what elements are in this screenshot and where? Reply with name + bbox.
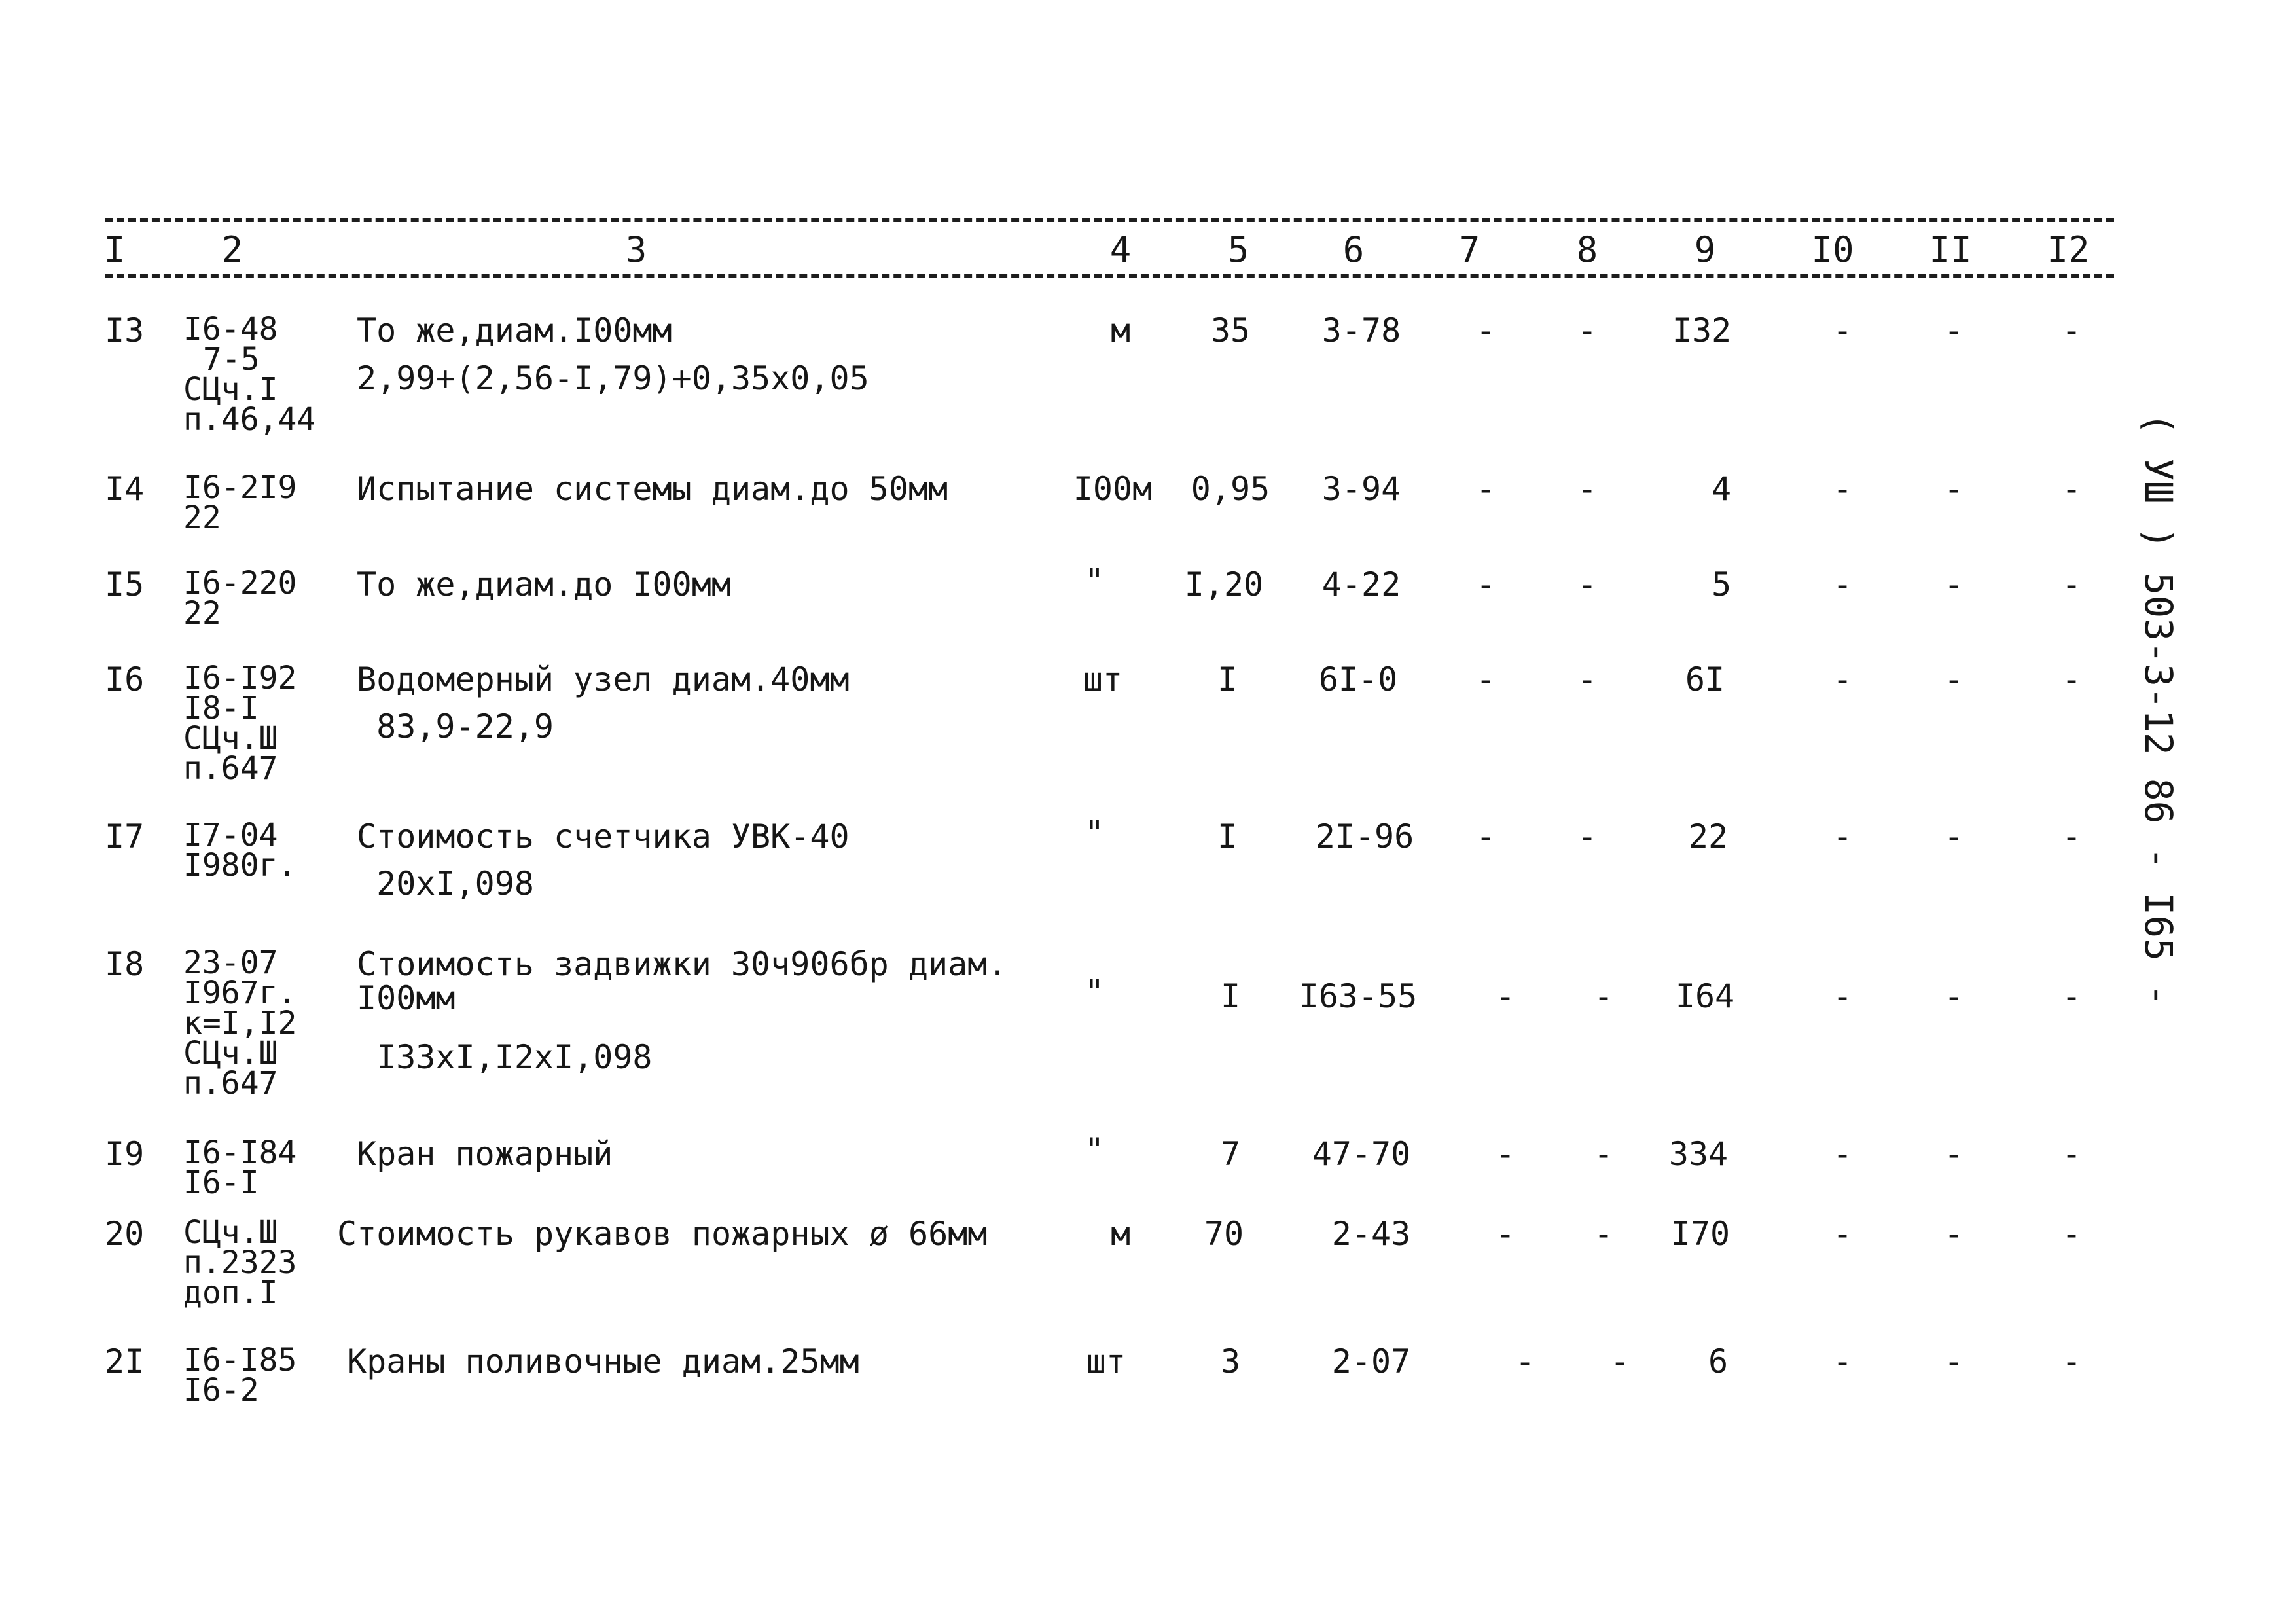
total-cost: I70 — [1670, 1215, 1731, 1253]
document-code-vertical: ( УШ ) 503-3-12 86 - I65 - — [2136, 412, 2181, 1007]
unit-price: 3-78 — [1321, 312, 1401, 350]
col-header-2: 2 — [221, 229, 243, 270]
col-12-value: - — [2061, 977, 2082, 1015]
quantity: 70 — [1204, 1215, 1244, 1253]
unit-price: 4-22 — [1321, 566, 1401, 604]
norm-code — [183, 565, 297, 632]
quantity: I,20 — [1184, 566, 1264, 604]
col-header-5: 5 — [1227, 229, 1249, 270]
calculation-note: 83,9-22,9 — [357, 708, 554, 746]
norm-code — [183, 311, 316, 438]
col-7-value: - — [1475, 470, 1496, 508]
norm-code-line: I7-04 — [183, 817, 278, 854]
norm-code-line: I6-I85 — [183, 1342, 297, 1379]
work-description: Краны поливочные диам.25мм — [347, 1343, 859, 1380]
row-number: I7 — [105, 818, 145, 856]
norm-code-line: I967г. — [183, 975, 297, 1011]
quantity: I — [1217, 660, 1238, 698]
header-top-rule — [105, 218, 2114, 222]
col-8-value: - — [1577, 818, 1598, 856]
total-cost: 4 — [1711, 470, 1732, 508]
norm-code-line: 22 — [183, 499, 221, 536]
work-description: Испытание системы диам.до 50мм — [357, 470, 948, 508]
col-10-value: - — [1832, 470, 1853, 508]
col-header-12: I2 — [2047, 229, 2090, 270]
norm-code-line: I6-I92 — [183, 660, 297, 696]
total-cost: 334 — [1668, 1135, 1729, 1173]
norm-code-line: I6-220 — [183, 565, 297, 602]
col-12-value: - — [2061, 470, 2082, 508]
quantity: 7 — [1220, 1135, 1241, 1173]
col-8-value: - — [1577, 470, 1598, 508]
col-11-value: - — [1943, 566, 1964, 604]
col-11-value: - — [1943, 1343, 1964, 1380]
unit-price: 3-94 — [1321, 470, 1401, 508]
col-7-value: - — [1495, 1135, 1516, 1173]
unit: " — [1084, 1131, 1105, 1169]
norm-code-line: СЦч.I — [183, 371, 278, 408]
col-11-value: - — [1943, 1135, 1964, 1173]
unit-price: 2I-96 — [1315, 818, 1414, 856]
col-12-value: - — [2061, 312, 2082, 350]
col-10-value: - — [1832, 1343, 1853, 1380]
work-description-cont: I00мм — [357, 979, 456, 1017]
norm-code — [183, 1342, 297, 1409]
quantity: 35 — [1210, 312, 1251, 350]
unit-price: 6I-0 — [1318, 660, 1398, 698]
col-8-value: - — [1593, 1215, 1614, 1253]
col-12-value: - — [2061, 660, 2082, 698]
unit: " — [1084, 814, 1105, 852]
norm-code — [183, 469, 297, 536]
col-7-value: - — [1495, 1215, 1516, 1253]
quantity: I — [1217, 818, 1238, 856]
norm-code-line: СЦч.Ш — [183, 1214, 278, 1251]
calculation-note: 20хI,098 — [357, 865, 534, 903]
col-10-value: - — [1832, 1135, 1853, 1173]
quantity: I — [1220, 977, 1241, 1015]
col-11-value: - — [1943, 470, 1964, 508]
col-header-3: 3 — [625, 229, 647, 270]
norm-code-line: I6-2I9 — [183, 469, 297, 506]
norm-code — [183, 660, 297, 787]
norm-code-line: 7-5 — [203, 341, 260, 378]
unit-price: 2-43 — [1331, 1215, 1411, 1253]
work-description: Стоимость задвижки 30ч906бр диам. — [357, 945, 1007, 983]
col-10-value: - — [1832, 660, 1853, 698]
norm-code-line: I6-I84 — [183, 1134, 297, 1171]
col-8-value: - — [1577, 312, 1598, 350]
row-number: I9 — [105, 1135, 145, 1173]
col-12-value: - — [2061, 566, 2082, 604]
work-description: То же,диам.I00мм — [357, 312, 672, 350]
col-header-9: 9 — [1694, 229, 1716, 270]
col-10-value: - — [1832, 977, 1853, 1015]
unit: " — [1084, 973, 1105, 1011]
work-description: Кран пожарный — [357, 1135, 613, 1173]
norm-code-line: I6-2 — [183, 1372, 259, 1409]
norm-code-line: п.2323 — [183, 1244, 297, 1281]
quantity: 3 — [1220, 1343, 1241, 1380]
unit-price: 2-07 — [1331, 1343, 1411, 1380]
work-description: Стоимость счетчика УВК-40 — [357, 818, 850, 856]
col-header-6: 6 — [1342, 229, 1365, 270]
unit: м — [1110, 312, 1131, 350]
col-7-value: - — [1515, 1343, 1535, 1380]
col-7-value: - — [1475, 312, 1496, 350]
norm-code — [183, 1134, 297, 1201]
col-8-value: - — [1577, 660, 1598, 698]
col-11-value: - — [1943, 1215, 1964, 1253]
col-7-value: - — [1475, 660, 1496, 698]
unit-price: 47-70 — [1312, 1135, 1411, 1173]
col-header-10: I0 — [1811, 229, 1854, 270]
col-12-value: - — [2061, 818, 2082, 856]
row-number: I8 — [105, 945, 145, 983]
norm-code — [183, 817, 297, 884]
col-header-4: 4 — [1109, 229, 1132, 270]
col-header-11: II — [1929, 229, 1972, 270]
norm-code — [183, 1214, 297, 1311]
col-10-value: - — [1832, 312, 1853, 350]
unit: шт — [1083, 660, 1123, 698]
header-bottom-rule — [105, 274, 2114, 278]
unit: шт — [1086, 1343, 1126, 1380]
calculation-note: 2,99+(2,56-I,79)+0,35х0,05 — [357, 359, 869, 397]
norm-code-line: 23-07 — [183, 945, 278, 981]
col-11-value: - — [1943, 660, 1964, 698]
col-11-value: - — [1943, 312, 1964, 350]
row-number: 2I — [105, 1343, 145, 1380]
col-12-value: - — [2061, 1135, 2082, 1173]
col-7-value: - — [1495, 977, 1516, 1015]
work-description: Стоимость рукавов пожарных ø 66мм — [337, 1215, 988, 1253]
norm-code-line: п.46,44 — [183, 401, 316, 438]
col-10-value: - — [1832, 566, 1853, 604]
col-10-value: - — [1832, 818, 1853, 856]
total-cost: I32 — [1672, 312, 1732, 350]
col-11-value: - — [1943, 818, 1964, 856]
norm-code-line: I6-I — [183, 1164, 259, 1201]
norm-code-line: I8-I — [183, 690, 259, 727]
unit: I00м — [1073, 470, 1153, 508]
col-12-value: - — [2061, 1343, 2082, 1380]
col-12-value: - — [2061, 1215, 2082, 1253]
col-8-value: - — [1593, 977, 1614, 1015]
work-description: Водомерный узел диам.40мм — [357, 660, 850, 698]
norm-code-line: СЦч.Ш — [183, 1035, 278, 1072]
col-header-7: 7 — [1458, 229, 1480, 270]
total-cost: I64 — [1675, 977, 1735, 1015]
norm-code-line: п.647 — [183, 1065, 278, 1102]
page-margin-label — [2135, 412, 2187, 1007]
row-number: I3 — [105, 312, 145, 350]
norm-code-line: п.647 — [183, 750, 278, 787]
col-8-value: - — [1593, 1135, 1614, 1173]
norm-code-line: СЦч.Ш — [183, 720, 278, 757]
unit-price: I63-55 — [1299, 977, 1418, 1015]
row-number: I4 — [105, 470, 145, 508]
unit: " — [1084, 562, 1105, 600]
norm-code-line: к=I,I2 — [183, 1005, 297, 1041]
total-cost: 6I — [1685, 660, 1725, 698]
col-header-1: I — [103, 229, 126, 270]
total-cost: 22 — [1688, 818, 1729, 856]
col-8-value: - — [1577, 566, 1598, 604]
norm-code-line: доп.I — [183, 1274, 278, 1311]
norm-code — [183, 945, 297, 1102]
norm-code-line: I6-48 — [183, 311, 278, 348]
unit: м — [1110, 1215, 1131, 1253]
col-7-value: - — [1475, 818, 1496, 856]
total-cost: 6 — [1708, 1343, 1729, 1380]
row-number: I6 — [105, 660, 145, 698]
col-10-value: - — [1832, 1215, 1853, 1253]
col-7-value: - — [1475, 566, 1496, 604]
row-number: 20 — [105, 1215, 145, 1253]
total-cost: 5 — [1711, 566, 1732, 604]
col-header-8: 8 — [1576, 229, 1598, 270]
calculation-note: I33хI,I2хI,098 — [357, 1038, 653, 1076]
row-number: I5 — [105, 566, 145, 604]
quantity: 0,95 — [1191, 470, 1270, 508]
col-8-value: - — [1609, 1343, 1630, 1380]
norm-code-line: I980г. — [183, 847, 297, 884]
norm-code-line: 22 — [183, 595, 221, 632]
col-11-value: - — [1943, 977, 1964, 1015]
work-description: То же,диам.до I00мм — [357, 566, 731, 604]
